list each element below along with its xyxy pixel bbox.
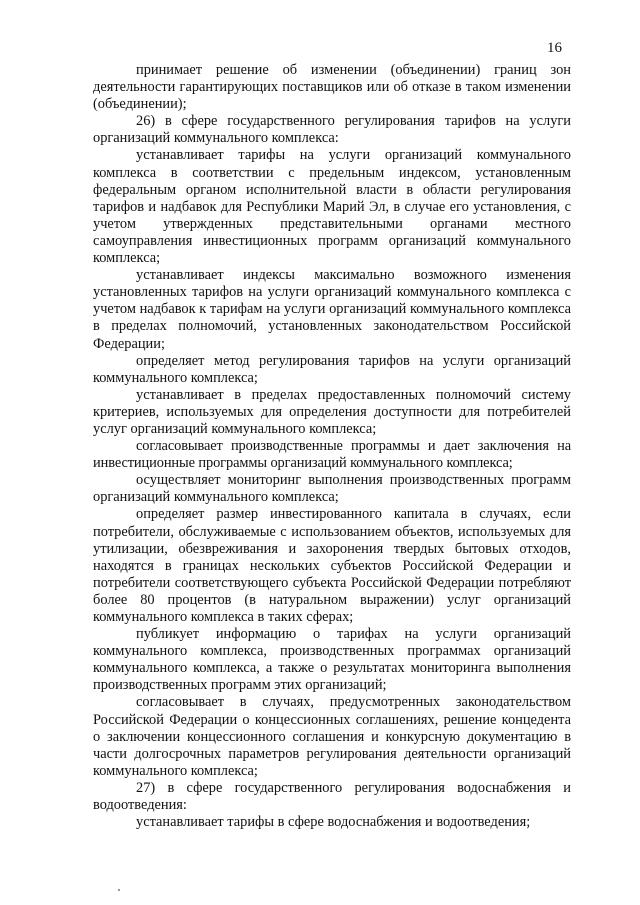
paragraph: устанавливает в пределах предоставленных полномочий систему критериев, используемых для определения доступности для потребителей услуг организаций коммунального комплекса; (93, 386, 571, 437)
paragraph: осуществляет мониторинг выполнения производственных программ организаций коммунального комплекса; (93, 472, 571, 506)
document-body (93, 62, 571, 831)
paragraph: устанавливает индексы максимально возможного изменения установленных тарифов на услуги организаций коммунального комплекса с учетом надбавок к тарифам на услуги организаций коммунального комплекса в пределах полномочий, установленных законодательством Российской Федерации; (93, 267, 571, 352)
paragraph: публикует информацию о тарифах на услуги организаций коммунального комплекса, производственных программах организаций коммунального комплекса, а также о результатах мониторинга выполнения производственных программ этих организаций; (93, 626, 571, 694)
paragraph: 26) в сфере государственного регулирования тарифов на услуги организаций коммунального комплекса: (93, 113, 571, 147)
page-number: 16 (547, 40, 562, 56)
paragraph: определяет размер инвестированного капитала в случаях, если потребители, обслуживаемые с использованием объектов, используемых для утилизации, обезвреживания и захоронения твердых бытовых отходов, находятся в границах нескольких субъектов Российской Федерации и потребители соответствующего субъекта Российской Федерации потребляют более 80 процентов (в натуральном выражении) услуг организаций коммунального комплекса в таких сферах; (93, 506, 571, 625)
paragraph: устанавливает тарифы на услуги организаций коммунального комплекса в соответствии с предельным индексом, установленным федеральным органом исполнительной власти в области регулирования тарифов и надбавок для Республики Марий Эл, в случае его установления, с учетом утвержденных представительными органами местного самоуправления инвестиционных программ организаций коммунального комплекса; (93, 147, 571, 267)
paragraph: определяет метод регулирования тарифов на услуги организаций коммунального комплекса; (93, 352, 571, 386)
scan-speck (118, 889, 120, 891)
paragraph: согласовывает производственные программы и дает заключения на инвестиционные программы организаций коммунального комплекса; (93, 438, 571, 472)
paragraph: согласовывает в случаях, предусмотренных законодательством Российской Федерации о концессионных соглашениях, решение концедента о заключении концессионного соглашения и конкурсную документацию в части долгосрочных параметров регулирования деятельности организаций коммунального комплекса; (93, 694, 571, 779)
paragraph: 27) в сфере государственного регулирования водоснабжения и водоотведения: (93, 779, 571, 814)
paragraph: устанавливает тарифы в сфере водоснабжения и водоотведения; (136, 814, 531, 831)
paragraph: принимает решение об изменении (объединении) границ зон деятельности гарантирующих поставщиков или об отказе в таком изменении (объединении); (93, 62, 571, 113)
